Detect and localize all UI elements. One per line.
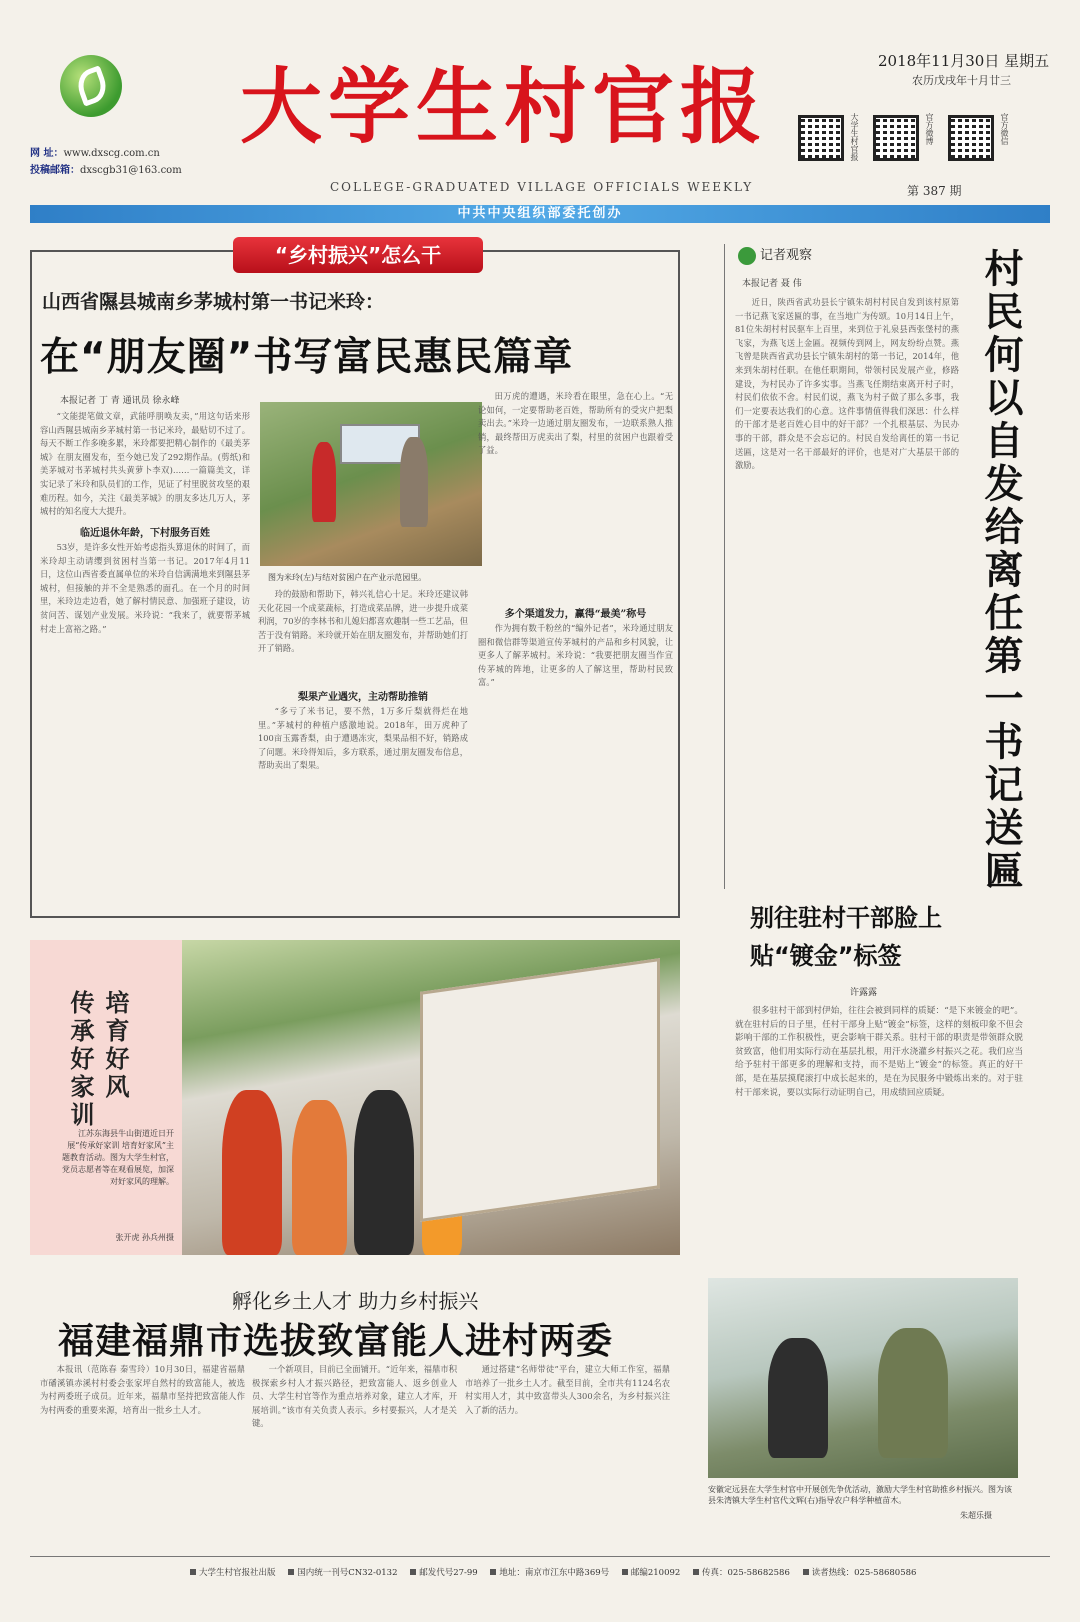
lead-subtitle: 山西省隰县城南乡茅城村第一书记米玲： [42, 291, 385, 313]
footer-rule [30, 1556, 1050, 1557]
qr-label: 官方微信 [1000, 113, 1009, 145]
photo-story-title-2: 传承好家训 [66, 990, 94, 1130]
issue-date: 2018年11月30日 星期五 [878, 52, 1050, 70]
lead-photo-caption: 图为米玲(左)与结对贫困户在产业示范园里。 [268, 573, 427, 582]
article3-column-3: 通过搭建“名师带徒”平台，建立大师工作室，福鼎市培养了一批乡土人才。截至目前，全市共有1124名农村实用人才，其中致富带头人300余名，为乡村振兴注入了新的活力。 [465, 1364, 670, 1415]
newspaper-logo [60, 55, 122, 117]
article3-column-1: 本报讯（范陈春 秦雪玲）10月30日，福建省福鼎市磻溪镇赤溪村村委会张家坪自然村的致富能人，被选为村两委班子成员。近年来，福鼎市坚持把致富能人作为村两委的重要来源，培育出一批乡土人才。 [40, 1364, 245, 1415]
observer-byline: 本报记者 聂 伟 [742, 279, 802, 289]
banner-text: 中共中央组织部委托创办 [457, 206, 623, 221]
column-rule [724, 244, 725, 889]
article3-photo-caption: 安徽定远县在大学生村官中开展创先争优活动，激励大学生村官助推乡村振兴。图为该县朱湾镇大学生村官代文辉(右)指导农户科学种植苗木。 [708, 1485, 1012, 1505]
photo-story-credit: 张开虎 孙兵州摄 [115, 1233, 174, 1242]
contact-info: 网 址：www.dxscg.com.cn 投稿邮箱：dxscgb31@163.com [30, 148, 182, 176]
issue-number: 第 387 期 [907, 184, 962, 198]
email-link[interactable]: dxscgb31@163.com [80, 165, 182, 176]
article3-photo [708, 1278, 1018, 1478]
photo-story-title-1: 培育好风 [101, 990, 129, 1102]
section-tag: “乡村振兴”怎么干 [233, 237, 483, 273]
lead-column-2: 玲的鼓励和帮助下，韩兴礼信心十足。米玲还建议韩天化花园一个成菜蔬标，打造成菜品牌，进一步提升成菜利润，70岁的李林书和儿媳妇都喜欢趣制一些工艺品，但苦于没有销路。米玲就开始在朋友圈发布，并帮助她们打开了销路。 [258, 589, 468, 654]
lead-byline: 本报记者 丁 青 通讯员 徐永峰 [60, 396, 180, 406]
lead-column-1b: 53岁，是许多女性开始考虑指头算退休的时间了，而米玲却主动请缨到贫困村当第一书记。2017年4月11日，这位山西省委直属单位的米玲自信满满地来到隰县茅城村，但接触的并不全是熟悉的面孔。在一个月的时间里，米玲边走边看，她了解村情民意、加强班子建设，访贫问苦、谋划产业发展。米玲说：“我来了，就要帮茅城村走上富裕之路。” [40, 542, 250, 634]
observer-text: 近日，陕西省武功县长宁镇朱胡村村民自发到该村原第一书记燕飞家送匾的事，在当地广为传颂。10月14日上午，81位朱胡村村民驱车上百里，来到位于礼泉县西张堡村的燕飞家，为燕飞送上金匾。视频传到网上，网友纷纷点赞。燕飞曾是陕西省武功县长宁镇朱胡村的第一书记，2014年，他来到朱胡村任职。在他任职期间，带领村民发展产业，修路建设，为村民办了许多实事。当燕飞任期结束离开村子时，村民们依依不舍。村民们说，燕飞为村子做了那么多事，我们一定要表达我们的心意。这件事情值得我们深思：什么样的干部才是老百姓心目中的好干部？一个扎根基层、为民办事的干部，群众是不会忘记的。村民自发给离任的第一书记送匾，这是对一名干部最好的评价，也是对广大基层干部的激励。 [735, 297, 959, 471]
footer-publisher: 大学生村官报社出版 [199, 1568, 276, 1578]
commentary-headline[interactable]: 别往驻村干部脸上 贴“镀金”标签 [750, 904, 942, 970]
lunar-date: 农历戊戌年十月廿三 [912, 74, 1011, 87]
footer-address: 地址：南京市江东中路369号 [499, 1568, 610, 1578]
lead-photo [260, 402, 482, 566]
footer-hotline: 读者热线：025-58680586 [811, 1568, 917, 1578]
lead-subhead-2: 梨果产业遇灾，主动帮助推销 [298, 692, 428, 703]
lead-subhead-1: 临近退休年龄，下村服务百姓 [80, 528, 210, 539]
qr-code[interactable] [948, 115, 994, 161]
qr-code[interactable] [798, 115, 844, 161]
article3-headline[interactable]: 福建福鼎市选拔致富能人进村两委 [58, 1321, 614, 1362]
photo-story-caption: 江苏东海县牛山街道近日开展“传承好家训 培育好家风”主题教育活动。图为大学生村官，党员志愿者等在观看展览，加深对好家风的理解。 [62, 1129, 174, 1186]
lead-headline[interactable]: 在“朋友圈”书写富民惠民篇章 [40, 335, 574, 380]
footer-fax: 传真：025-58682586 [702, 1568, 790, 1578]
commentary-author: 许露露 [850, 988, 878, 998]
qr-label: 官方微博 [925, 113, 934, 145]
lead-subhead-3: 多个渠道发力，赢得“最美”称号 [504, 609, 647, 620]
footer-zipcode: 邮编210092 [630, 1568, 681, 1578]
footer [180, 1566, 916, 1578]
newspaper-title: 大学生村官报 [240, 59, 769, 155]
website-link[interactable]: www.dxscg.com.cn [63, 148, 160, 159]
lead-column-3b: 作为拥有数千粉丝的“编外记者”，米玲通过朋友圈和微信群等渠道宣传茅城村的产品和乡村风貌，让更多人了解茅城村。米玲说：“我要把朋友圈当作宣传茅城的阵地，让更多的人了解这里，帮助村民致富。” [478, 623, 673, 688]
qr-code[interactable] [873, 115, 919, 161]
qr-label: 大学生村官报 [850, 113, 859, 161]
mural-board [420, 958, 660, 1222]
lead-column-1: “文能提笔做文章，武能呼朋唤友卖，”用这句话来形容山西隰县城南乡茅城村第一书记米玲，最贴切不过了。每天不断工作多晚多累，米玲都要把精心制作的《最美茅城》在朋友圈发布，至今她已发了292期作品。(剪纸)和美茅城对书茅城村共头黄萝卜李双)……一篇篇美文，详实记录了米玲和队员们的工作，见证了村里脱贫攻坚的艰难历程。如今，关注《最美茅城》的朋友多达几万人，茅城村的知名度大大提升。 [40, 411, 250, 517]
observer-headline[interactable]: 村民何以自发给离任第一书记送匾 [978, 248, 1023, 893]
lead-column-3: 田万虎的遭遇，米玲看在眼里，急在心上。“无论如何，一定要帮助老百姓，帮助所有的受灾户把梨卖出去。”米玲一边通过朋友圈发布，一边联系熟人推销，最终帮田万虎卖出了梨，村里的贫困户也跟着受了益。 [478, 391, 673, 456]
article3-credit: 朱超乐摄 [960, 1511, 992, 1520]
commentary-text: 很多驻村干部到村伊始，往往会被到同样的质疑：“是下来镀金的吧”。就在驻村后的日子里，任村干部身上贴“镀金”标签，这样的刻板印象不但会影响干部的工作积极性，更会影响干群关系。驻村干部的职责是带领群众脱贫致富，他们用实际行动在基层扎根，用汗水浇灌乡村振兴之花。我们应当给予驻村干部更多的理解和支持，而不是贴上“镀金”的标签。真正的好干部，是在基层摸爬滚打中成长起来的，是在为民服务中锻炼出来的。对于驻村干部来说，要以实际行动证明自己，用成绩回应质疑。 [735, 1006, 1023, 1098]
english-title: COLLEGE-GRADUATED VILLAGE OFFICIALS WEEKLY [330, 180, 754, 194]
footer-postal-code: 邮发代号27-99 [419, 1568, 478, 1578]
lead-column-2b: “多亏了米书记，要不然，1万多斤梨就得烂在地里。”茅城村的种植户感激地说。2018年，田万虎种了100亩玉露香梨，由于遭遇冻灾，梨果品相不好，销路成了问题。米玲得知后，多方联系，通过朋友圈发布信息，帮助卖出了梨果。 [258, 706, 468, 771]
footer-issn: 国内统一刊号CN32-0132 [297, 1568, 398, 1578]
article3-kicker: 孵化乡土人才 助力乡村振兴 [232, 1289, 479, 1313]
article3-column-2: 一个新项目，目前已全面铺开。“近年来，福鼎市积极探索乡村人才振兴路径，把致富能人、返乡创业人员、大学生村官等作为重点培养对象，建立人才库，开展培训。”该市有关负责人表示。乡村要振兴，人才是关键。 [252, 1364, 457, 1429]
observer-tag: 记者观察 [738, 244, 812, 265]
